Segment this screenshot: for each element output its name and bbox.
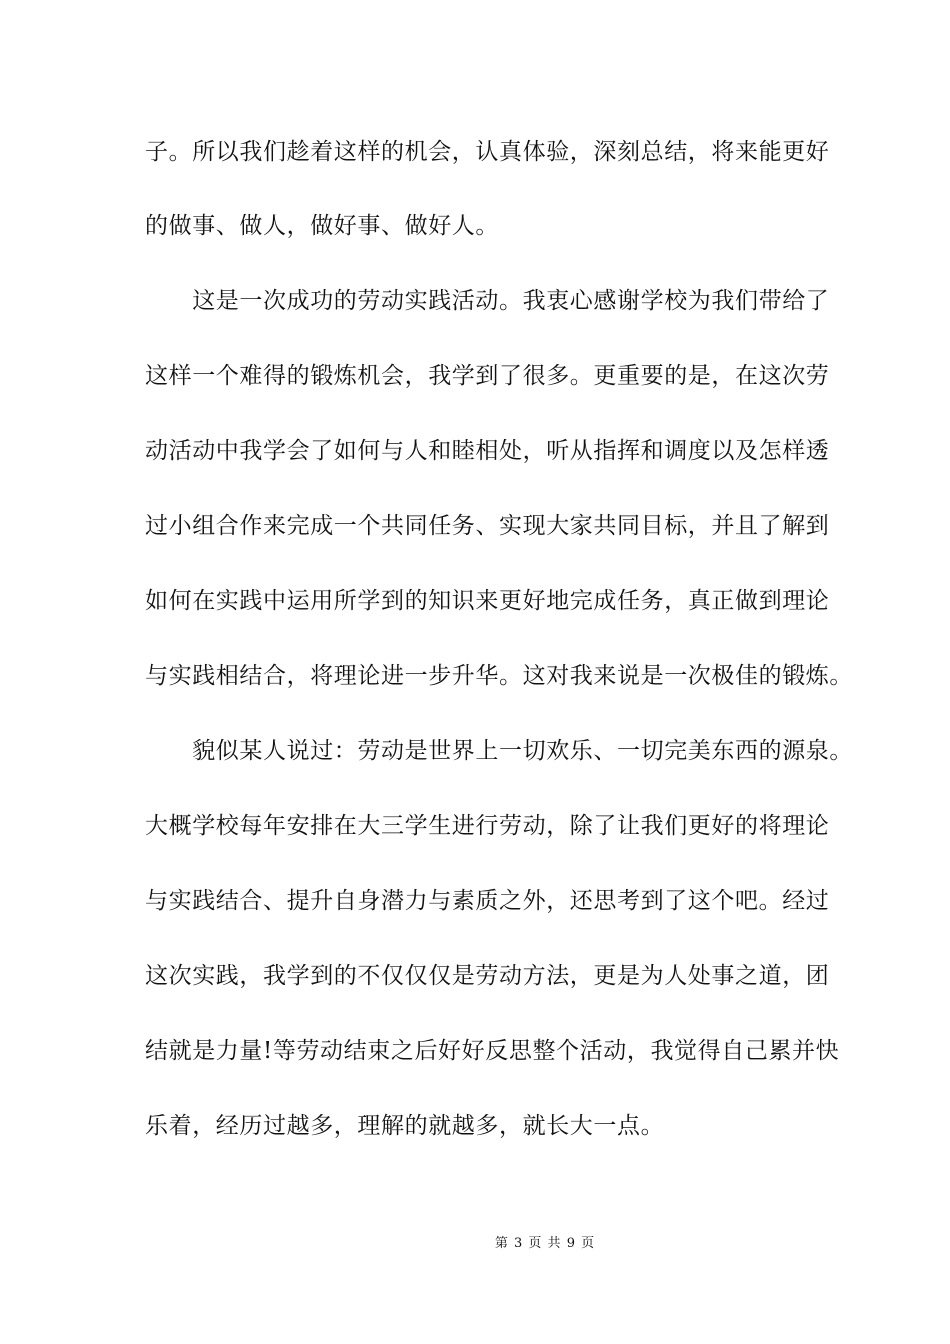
text-line: 与实践相结合，将理论进一步升华。这对我来说是一次极佳的锻炼。 <box>145 663 853 689</box>
text-line: 结就是力量!等劳动结束之后好好反思整个活动，我觉得自己累并快 <box>145 1038 840 1064</box>
text-line: 如何在实践中运用所学到的知识来更好地完成任务，真正做到理论 <box>145 588 830 614</box>
text-line: 的做事、做人，做好事、做好人。 <box>145 213 499 239</box>
text-line: 与实践结合、提升自身潜力与素质之外，还思考到了这个吧。经过 <box>145 888 830 914</box>
text-line: 这是一次成功的劳动实践活动。我衷心感谢学校为我们带给了 <box>145 288 830 314</box>
text-line: 这次实践，我学到的不仅仅仅是劳动方法，更是为人处事之道，团 <box>145 963 830 989</box>
text-line: 貌似某人说过：劳动是世界上一切欢乐、一切完美东西的源泉。 <box>145 738 853 764</box>
text-line: 动活动中我学会了如何与人和睦相处，听从指挥和调度以及怎样透 <box>145 438 830 464</box>
text-line: 大概学校每年安排在大三学生进行劳动，除了让我们更好的将理论 <box>145 813 830 839</box>
text-line: 这样一个难得的锻炼机会，我学到了很多。更重要的是，在这次劳 <box>145 363 830 389</box>
text-line: 过小组合作来完成一个共同任务、实现大家共同目标，并且了解到 <box>145 513 830 539</box>
text-line: 子。所以我们趁着这样的机会，认真体验，深刻总结，将来能更好 <box>145 139 830 165</box>
text-line: 乐着，经历过越多，理解的就越多，就长大一点。 <box>145 1113 665 1139</box>
page-number-footer: 第 3 页 共 9 页 <box>494 1236 596 1251</box>
